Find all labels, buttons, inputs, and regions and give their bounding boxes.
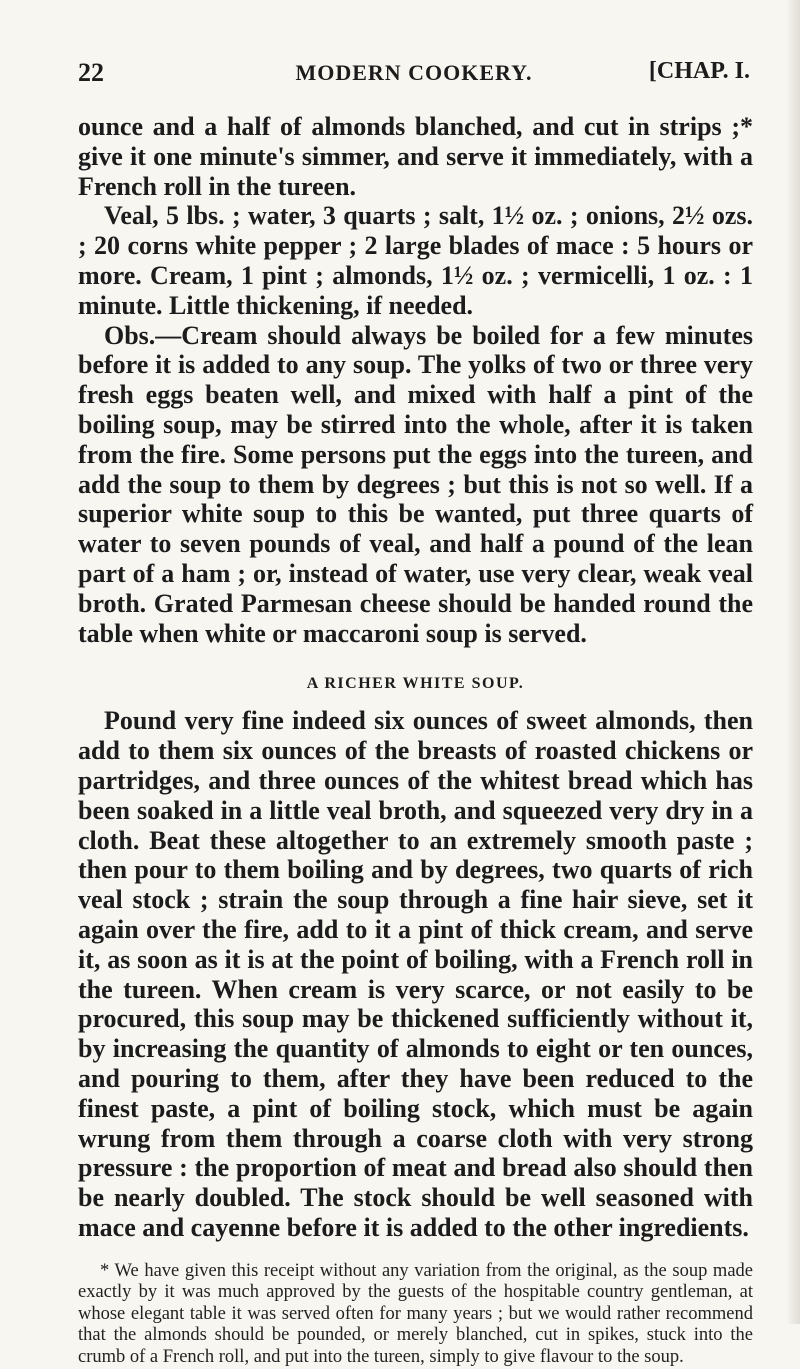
observations-paragraph: Obs.—Cream should always be boiled for a few minutes before it is added to any soup. The yolks of two or three very fresh eggs beaten well, and mixed with half a pint of the boiling soup, may be stirred into the whole, after it is taken from the fire. Some persons put the eggs into the tureen, and add the soup to them by degrees ; but this is not so well. If a superior white soup to this be wanted, put three quarts of water to seven pounds of veal, and half a pound of the lean part of a ham ; or, instead of water, use very clear, weak veal broth. Grated Parmesan cheese should be handed round the table when white or maccaroni soup is served. [78, 320, 753, 648]
ingredients-paragraph: Veal, 5 lbs. ; water, 3 quarts ; salt, 1½ oz. ; onions, 2½ ozs. ; 20 corns white pepper ; 2 large blades of mace : 5 hours or more. Cream, 1 pint ; almonds, 1½ oz. ; vermicelli, 1 oz. : 1 minute. Little thickening, if needed. [78, 201, 753, 320]
page-header [78, 58, 750, 90]
footnote: * We have given this receipt without any variation from the original, as the soup made exactly by it was much approved by the guests of the hospitable country gentleman, at whose elegant table it was served often for many years ; but we would rather recommend that the almonds should be pounded, or merely blanched, cut in spikes, stuck into the crumb of a French roll, and put into the tureen, simply to give flavour to the soup. [78, 1260, 753, 1368]
chapter-reference: [CHAP. I. [648, 58, 750, 84]
recipe-paragraph: Pound very fine indeed six ounces of sweet almonds, then add to them six ounces of the breasts of roasted chickens or partridges, and three ounces of the whitest bread which has been soaked in a little veal broth, and squeezed very dry in a cloth. Beat these altogether to an extremely smooth paste ; then pour to them boiling and by degrees, two quarts of rich veal stock ; strain the soup through a fine hair sieve, set it again over the fire, add to it a pint of thick cream, and serve it, as soon as it is at the point of boiling, with a French roll in the tureen. When cream is very scarce, or not easily to be procured, this soup may be thickened sufficiently without it, by increasing the quantity of almonds to eight or ten ounces, and pouring to them, after they have been reduced to the finest paste, a pint of boiling stock, which must be again wrung from them through a coarse cloth with very strong pressure : the proportion of meat and bread also should then be nearly doubled. The stock should be well seasoned with mace and cayenne before it is added to the other ingredients. [78, 706, 753, 1242]
page-body [78, 112, 753, 1369]
page-number: 22 [78, 58, 104, 87]
paragraph-continued: ounce and a half of almonds blanched, and cut in strips ;* give it one minute's simmer, and serve it immediately, with a French roll in the tureen. [78, 112, 753, 201]
recipe-heading: A RICHER WHITE SOUP. [306, 675, 525, 693]
page-edge-shadow [786, 0, 800, 1324]
running-title: MODERN COOKERY. [295, 60, 533, 85]
